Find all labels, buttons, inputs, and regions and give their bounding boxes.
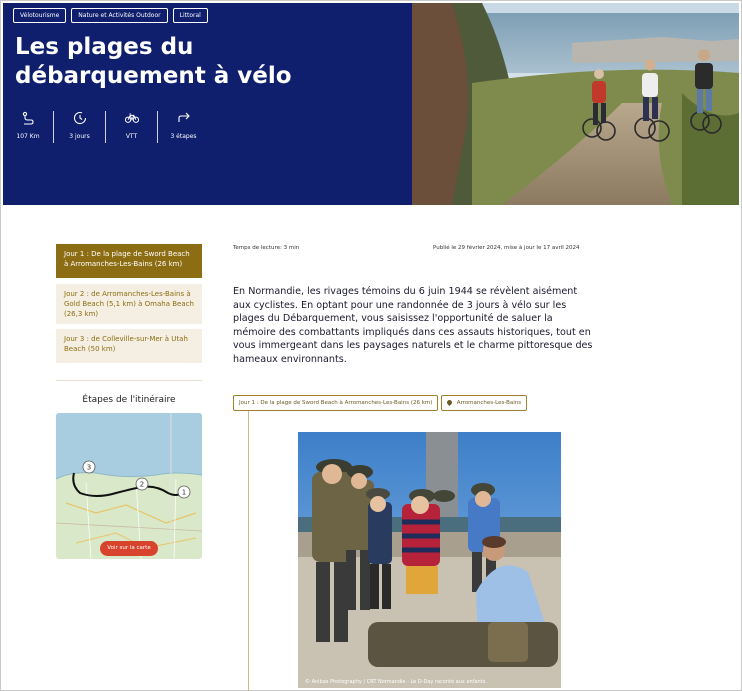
itinerary-steps-title: Étapes de l'itinéraire xyxy=(82,395,176,405)
sidebar-divider xyxy=(56,380,202,381)
turn-arrow-icon xyxy=(177,111,191,125)
publication-date: Publié le 29 février 2024, mise à jour le 17 avril 2024 xyxy=(433,245,580,251)
day-2-button[interactable]: Jour 2 : de Arromanches-Les-Bains à Gold Beach (5,1 km) à Omaha Beach (26,3 km) xyxy=(56,284,202,324)
tag-nature-outdoor[interactable]: Nature et Activités Outdoor xyxy=(71,8,167,23)
stat-duration-value: 3 jours xyxy=(69,133,90,140)
view-map-button[interactable]: Voir sur la carte xyxy=(100,541,158,556)
map-marker-1-label: 1 xyxy=(181,488,187,497)
clock-icon xyxy=(73,111,87,125)
tag-velotourisme[interactable]: Vélotourisme xyxy=(13,8,66,23)
article-intro: En Normandie, les rivages témoins du 6 juin 1944 se révèlent aisément aux cyclistes. En optant pour une randonnée de 3 jours à vélo sur les plages du Débarquement, vous saisissez l'opportunité de saluer la mémoire des combattants impliqués dans ces assauts historiques, tout en vous immergeant dans les paysages naturels et le charme pittoresque des hameaux environnants. xyxy=(233,286,593,365)
bike-icon xyxy=(125,111,139,125)
tag-list xyxy=(13,8,208,23)
stat-duration xyxy=(53,111,105,143)
map-marker-2[interactable] xyxy=(136,478,148,490)
day-3-button[interactable]: Jour 3 : de Colleville-sur-Mer à Utah Beach (50 km) xyxy=(56,329,202,363)
chip-day-1[interactable]: Jour 1 : De la plage de Sword Beach à Arromanches-Les-Bains (26 km) xyxy=(233,395,438,411)
map-marker-3-label: 3 xyxy=(86,463,92,472)
reading-time: Temps de lecture: 3 min xyxy=(233,245,300,251)
photo-credit: © Anibas Photography / CRT Normandie - Le D-Day raconté aux enfants. xyxy=(305,679,487,685)
day-1-button[interactable]: Jour 1 : De la plage de Sword Beach à Arromanches-Les-Bains (26 km) xyxy=(56,244,202,278)
map-marker-1[interactable] xyxy=(178,486,190,498)
chip-location-label: Arromanches-Les-Bains xyxy=(456,400,522,406)
stat-distance-value: 107 Km xyxy=(16,133,40,140)
article-photo-children xyxy=(298,432,561,688)
stat-distance xyxy=(3,111,53,143)
hero-photo-cyclists xyxy=(412,3,739,205)
stat-stages-value: 3 étapes xyxy=(170,133,197,140)
chip-location[interactable] xyxy=(441,395,527,411)
map-marker-2-label: 2 xyxy=(139,480,145,489)
location-pin-icon xyxy=(446,399,453,406)
trip-stats xyxy=(3,111,209,143)
timeline-line xyxy=(248,411,249,691)
stat-stages xyxy=(157,111,209,143)
hero-banner xyxy=(3,3,412,205)
map-marker-3[interactable] xyxy=(83,461,95,473)
page-title: Les plages du débarquement à vélo xyxy=(15,34,292,89)
itinerary-map[interactable] xyxy=(56,413,202,559)
tag-littoral[interactable]: Littoral xyxy=(173,8,208,23)
route-icon xyxy=(21,111,35,125)
stat-bike-type xyxy=(105,111,157,143)
stat-bike-type-value: VTT xyxy=(125,133,138,140)
